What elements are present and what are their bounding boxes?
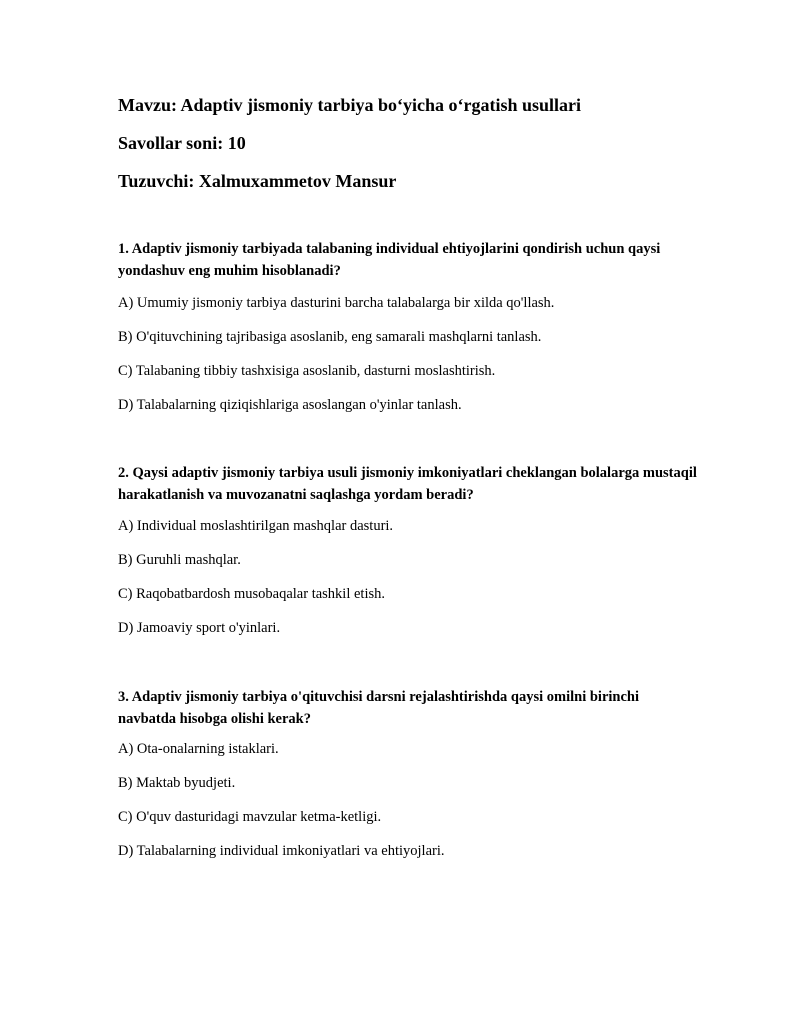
question-3-option-d: D) Talabalarning individual imkoniyatlari va ehtiyojlari. bbox=[118, 843, 445, 859]
question-2-option-c: C) Raqobatbardosh musobaqalar tashkil etish. bbox=[118, 586, 385, 602]
question-2-option-b: B) Guruhli mashqlar. bbox=[118, 552, 241, 568]
author-heading: Tuzuvchi: Xalmuxammetov Mansur bbox=[118, 171, 397, 191]
topic-heading: Mavzu: Adaptiv jismoniy tarbiya bo‘yicha o‘rgatish usullari bbox=[118, 95, 582, 115]
question-2-text: 2. Qaysi adaptiv jismoniy tarbiya usuli jismoniy imkoniyatlari cheklangan bolalarga mustaqil harakatlanish va muvozanatni saqlashga yordam beradi? bbox=[118, 465, 697, 503]
question-3-option-c: C) O'quv dasturidagi mavzular ketma-ketligi. bbox=[118, 809, 382, 825]
question-count-heading: Savollar soni: 10 bbox=[118, 133, 246, 153]
question-1-option-c: C) Talabaning tibbiy tashxisiga asoslanib, dasturni moslashtirish. bbox=[118, 363, 496, 379]
question-3-option-a: A) Ota-onalarning istaklari. bbox=[118, 741, 279, 757]
question-1-text: 1. Adaptiv jismoniy tarbiyada talabaning individual ehtiyojlarini qondirish uchun qaysi yondashuv eng muhim hisoblanadi? bbox=[118, 241, 661, 279]
question-2-option-d: D) Jamoaviy sport o'yinlari. bbox=[118, 620, 281, 636]
question-3-option-b: B) Maktab byudjeti. bbox=[118, 775, 236, 791]
question-1-option-a: A) Umumiy jismoniy tarbiya dasturini barcha talabalarga bir xilda qo'llash. bbox=[118, 295, 555, 311]
question-1-option-b: B) O'qituvchining tajribasiga asoslanib, eng samarali mashqlarni tanlash. bbox=[118, 329, 542, 345]
question-3-text: 3. Adaptiv jismoniy tarbiya o'qituvchisi darsni rejalashtirishda qaysi omilni birinchi navbatda hisobga olishi kerak? bbox=[118, 689, 640, 727]
question-2-option-a: A) Individual moslashtirilgan mashqlar dasturi. bbox=[118, 518, 394, 534]
question-1-option-d: D) Talabalarning qiziqishlariga asoslangan o'yinlar tanlash. bbox=[118, 397, 462, 413]
